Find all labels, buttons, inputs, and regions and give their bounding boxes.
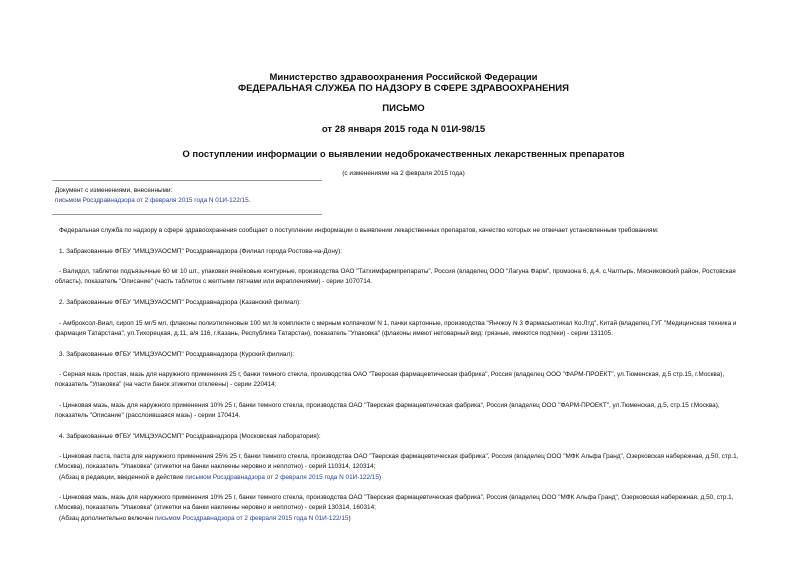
changes-box-link-line — [55, 196, 250, 206]
service-heading: ФЕДЕРАЛЬНАЯ СЛУЖБА ПО НАДЗОРУ В СФЕРЕ ЗДРАВООХРАНЕНИЯ — [238, 83, 569, 94]
section-2-heading: 2. Забракованные ФГБУ "ИМЦЭУАОСМП" Росздравнадзора (Казанский филиал): — [59, 299, 301, 306]
changes-box-top-rule — [52, 180, 322, 181]
note-2-suffix: ) — [348, 515, 351, 522]
intro-paragraph: Федеральная служба по надзору в сфере здравоохранения сообщает о поступлении информации о выявлении лекарственных препаратов, качество которых не отвечает установленным требованиям: — [59, 227, 659, 234]
changes-note: (с изменениями на 2 февраля 2015 года) — [342, 170, 465, 177]
section-4-item-1: - Цинковая паста, паста для наружного применения 25% 25 г, банки темного стекла, производства ОАО "Тверская фармацевтическая фабрика", Россия (владелец ООО "МФК Альфа Гранд", Озерковская набережная, д.50, стр.1, г.Москва), показатель "Упаковка" (этикетки на банки наклеены неровно и неплотно) - серий 110314, 120314; — [55, 453, 739, 471]
amendment-note-2 — [59, 514, 755, 524]
section-1-heading: 1. Забракованные ФГБУ "ИМЦЭУАОСМП" Росздравнадзора (Филиал города Ростова-на-Дону): — [59, 248, 342, 255]
ministry-heading: Министерство здравоохранения Российской Федерации — [269, 72, 538, 83]
section-4-heading: 4. Забракованные ФГБУ "ИМЦЭУАОСМП" Росздравнадзора (Московская лаборатория): — [59, 433, 321, 440]
changes-box-label: Документ с изменениями, внесенными: — [55, 187, 173, 194]
date-number-heading: от 28 января 2015 года N 01И-98/15 — [321, 124, 486, 135]
amendment-note-1 — [59, 473, 755, 483]
note-1-prefix: (Абзац в редакции, введенной в действие — [59, 474, 186, 481]
changes-box-bottom-rule — [52, 214, 322, 215]
section-3-heading: 3. Забракованные ФГБУ "ИМЦЭУАОСМП" Росздравнадзора (Курский филиал): — [59, 351, 295, 358]
section-3-item-1: - Серная мазь простая, мазь для наружного применения 25 г, банки темного стекла, производства ОАО "Тверская фармацевтическая фабрика", Россия (владелец ООО "ФАРМ-ПРОЕКТ", ул.Тюменская, д.5 стр.15, г.Москва), показатель "Упаковка" (на части банок этикетки отклеены) - серии 220414; — [55, 371, 725, 389]
document-title: О поступлении информации о выявлении недоброкачественных лекарственных препаратов — [182, 149, 625, 160]
note-2-link[interactable]: письмом Росздравнадзора от 2 февраля 2015 года N 01И-122/15 — [154, 515, 349, 522]
section-1-item-1: - Валидол, таблетки подъязычные 60 мг 10 шт., упаковки ячейковые контурные, производства ОАО "Татхимфармпрепараты", Россия (владелец ООО "Лагуна Фарм", промзона 6, д.4, с.Чалтырь, Мясниковский район, Ростовская область), показатель "Описание" (часть таблеток с желтыми пятнами или вкраплениями) - серии 1070714. — [55, 268, 736, 286]
changes-box — [55, 186, 250, 206]
section-2-item-1: - Амброксол-Виал, сироп 15 мг/5 мл, флаконы полиэтиленовые 100 мл /в комплекте с мерным колпачком/ N 1, пачки картонные, производства "Янчжоу N 3 Фармасьютикал Ко.Лтд", Китай (владелец ГУГ "Медицинская техника и фармация Татарстана", ул.Тихорецкая, д.11, а/я 116, г.Казань, Республика Татарстан), показатель "Упаковка" (флаконы имеют нетоварный вид: грязные, имеются подтеки) - серии 131105. — [55, 320, 737, 338]
note-2-prefix: (Абзац дополнительно включен — [59, 515, 155, 522]
section-4-item-2: - Цинковая мазь, мазь для наружного применения 10% 25 г, банки темного стекла, производства ОАО "Тверская фармацевтическая фабрика", Россия (владелец ООО "МФК Альфа Гранд", Озерковская набережная, д.50, стр.1, г.Москва), показатель "Упаковка" (этикетки на банки наклеены неровно и неплотно) - серий 130314, 160314; — [55, 494, 734, 512]
doc-type-heading: ПИСЬМО — [382, 103, 425, 114]
changes-link-suffix: . — [248, 197, 251, 204]
section-3-item-2: - Цинковая мазь, мазь для наружного применения 10% 25 г, банки темного стекла, производства ОАО "Тверская фармацевтическая фабрика", Россия (владелец ООО "ФАРМ-ПРОЕКТ", ул.Тюменская, д.5, стр.15 г.Москва), показатель "Описание" (расслоившаяся мазь) - серии 170414. — [55, 402, 720, 420]
note-1-suffix: ) — [378, 474, 382, 481]
changes-link[interactable]: письмом Росздравнадзора от 2 февраля 2015 года N 01И-122/15 — [55, 197, 249, 204]
note-1-link[interactable]: письмом Росздравнадзора от 2 февраля 2015 года N 01И-122/15 — [185, 474, 379, 481]
